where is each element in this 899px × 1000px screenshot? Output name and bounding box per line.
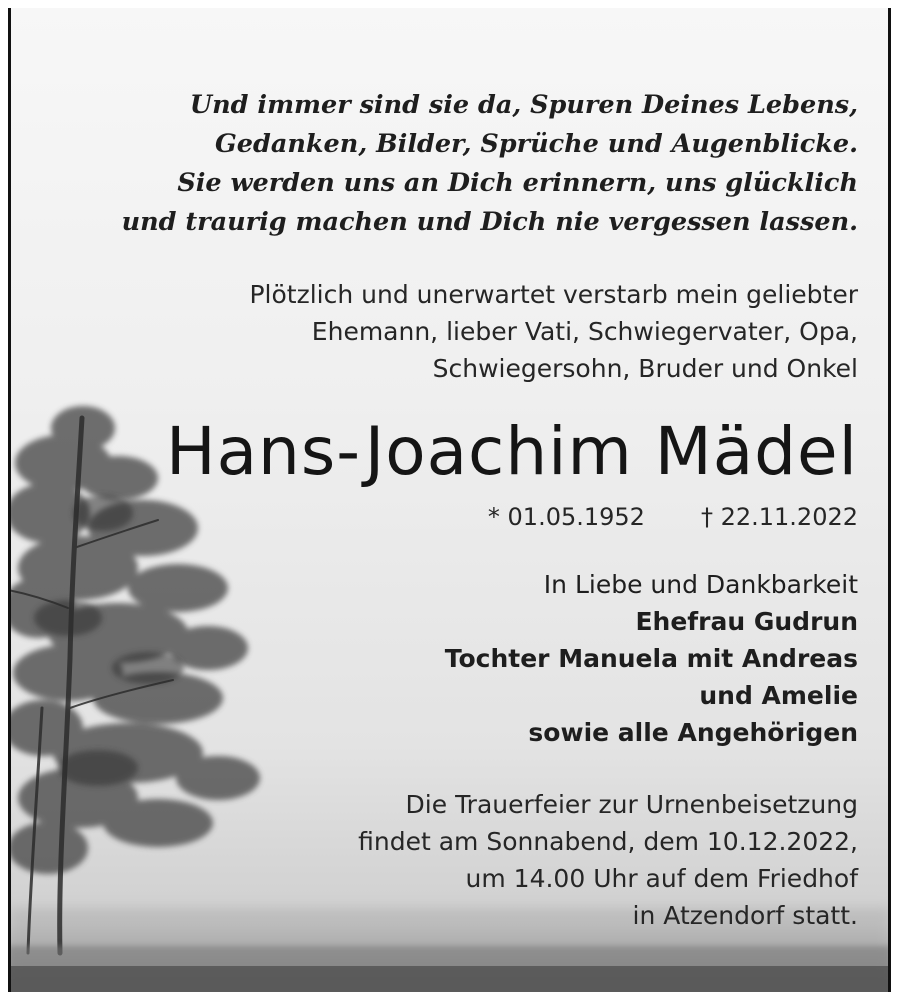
funeral-service-info bbox=[358, 786, 858, 934]
birth-date: * 01.05.1952 bbox=[487, 503, 645, 531]
quote-line: und traurig machen und Dich nie vergessen lassen. bbox=[121, 207, 858, 237]
poem-quote bbox=[122, 86, 858, 242]
death-date: † 22.11.2022 bbox=[700, 503, 858, 531]
quote-line: Sie werden uns an Dich erinnern, uns glücklich bbox=[177, 168, 858, 198]
quote-line: Gedanken, Bilder, Sprüche und Augenblicke. bbox=[215, 129, 858, 159]
intro-line: Schwiegersohn, Bruder und Onkel bbox=[432, 354, 858, 383]
obituary-card bbox=[8, 8, 891, 992]
mourner-name: Ehefrau Gudrun bbox=[635, 607, 858, 636]
mourners-list bbox=[445, 566, 858, 751]
service-line: Die Trauerfeier zur Urnenbeisetzung bbox=[405, 790, 858, 819]
intro-line: Plötzlich und unerwartet verstarb mein geliebter bbox=[249, 280, 858, 309]
service-line: findet am Sonnabend, dem 10.12.2022, bbox=[358, 827, 858, 856]
mourner-name: sowie alle Angehörigen bbox=[528, 718, 858, 747]
intro-line: Ehemann, lieber Vati, Schwiegervater, Opa, bbox=[311, 317, 858, 346]
quote-line: Und immer sind sie da, Spuren Deines Lebens, bbox=[189, 90, 858, 120]
life-dates bbox=[488, 498, 858, 536]
death-announcement bbox=[249, 276, 858, 387]
mourners-intro: In Liebe und Dankbarkeit bbox=[543, 570, 858, 599]
mourner-name: Tochter Manuela mit Andreas bbox=[444, 644, 858, 673]
mourner-name: und Amelie bbox=[699, 681, 858, 710]
service-line: in Atzendorf statt. bbox=[632, 901, 858, 930]
service-line: um 14.00 Uhr auf dem Friedhof bbox=[465, 864, 858, 893]
deceased-name: Hans-Joachim Mädel bbox=[165, 413, 858, 490]
